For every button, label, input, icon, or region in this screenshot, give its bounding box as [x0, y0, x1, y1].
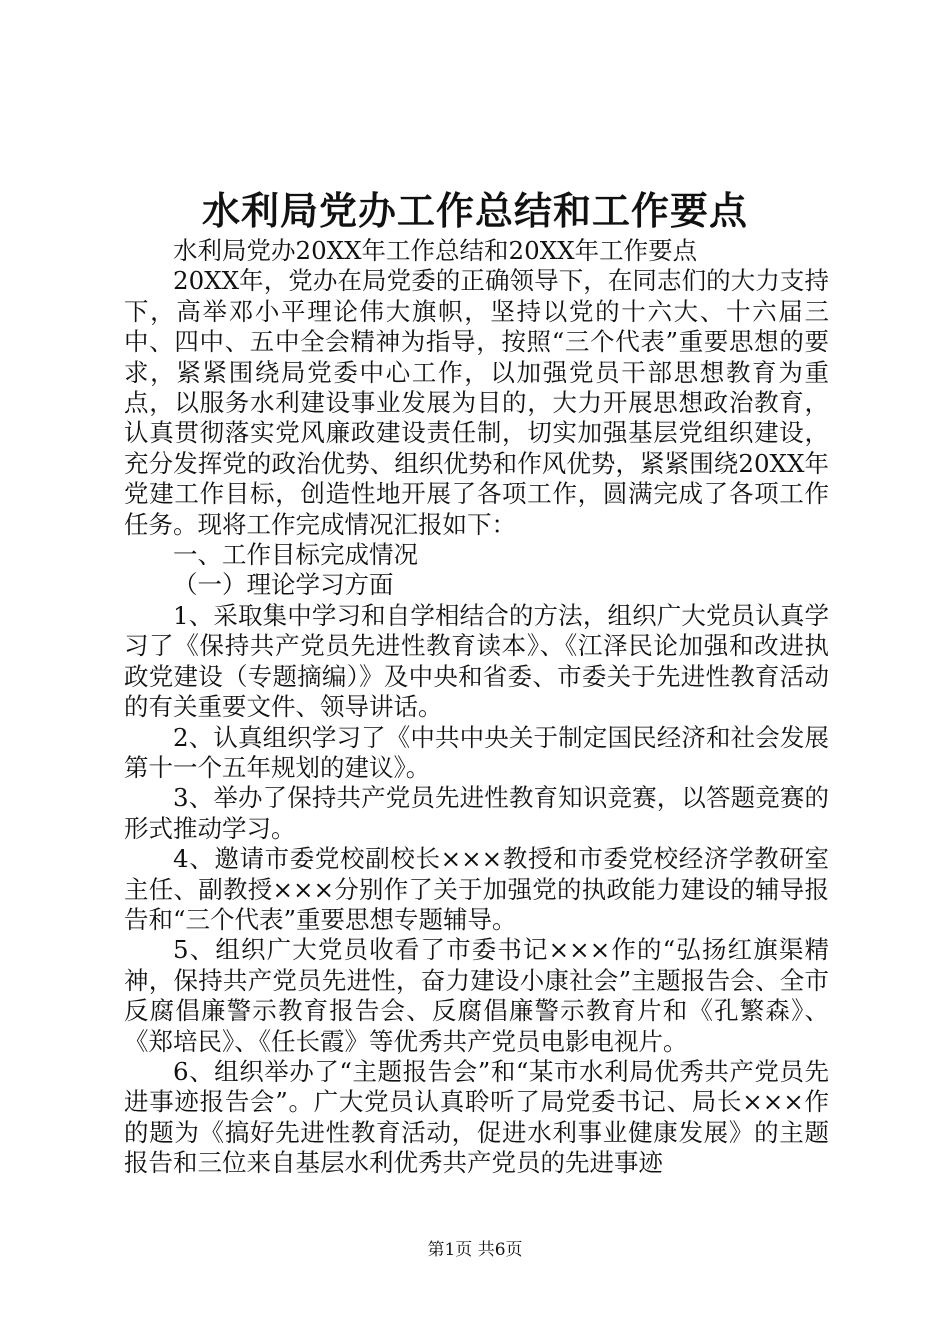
body-paragraph: 3、举办了保持共产党员先进性教育知识竞赛，以答题竞赛的形式推动学习。	[124, 783, 829, 843]
subtitle-paragraph: 水利局党办20XX年工作总结和20XX年工作要点	[173, 236, 698, 265]
subsection-heading: （一）理论学习方面	[173, 570, 394, 600]
page-footer: 第1页 共6页	[427, 1240, 523, 1260]
body-paragraph: 6、组织举办了“主题报告会”和“某市水利局优秀共产党员先进事迹报告会”。广大党员认真聆听了局党委书记、局长×××作的题为《搞好先进性教育活动，促进水利事业健康发展》的主题报告和三位来自基层水利优秀共产党员的先进事迹	[124, 1056, 829, 1178]
body-paragraph: 1、采取集中学习和自学相结合的方法，组织广大党员认真学习了《保持共产党员先进性教育读本》、《江泽民论加强和改进执政党建设（专题摘编）》及中央和省委、市委关于先进性教育活动的有关重要文件、领导讲话。	[124, 600, 829, 722]
body-paragraph: 2、认真组织学习了《中共中央关于制定国民经济和社会发展第十一个五年规划的建议》。	[124, 722, 829, 782]
body-paragraph: 20XX年，党办在局党委的正确领导下，在同志们的大力支持下，高举邓小平理论伟大旗帜，坚持以党的十六大、十六届三中、四中、五中全会精神为指导，按照“三个代表”重要思想的要求，紧紧围绕局党委中心工作，以加强党员干部思想教育为重点，以服务水利建设事业发展为目的，大力开展思想政治教育，认真贯彻落实党风廉政建设责任制，切实加强基层党组织建设，充分发挥党的政治优势、组织优势和作风优势，紧紧围绕20XX年党建工作目标，创造性地开展了各项工作，圆满完成了各项工作任务。现将工作完成情况汇报如下：	[124, 266, 829, 539]
document-body	[124, 236, 829, 1179]
body-paragraph: 5、组织广大党员收看了市委书记×××作的“弘扬红旗渠精神，保持共产党员先进性，奋力建设小康社会”主题报告会、全市反腐倡廉警示教育报告会、反腐倡廉警示教育片和《孔繁森》、《郑培民》、《任长霞》等优秀共产党员电影电视片。	[124, 935, 829, 1056]
body-paragraph: 4、邀请市委党校副校长×××教授和市委党校经济学教研室主任、副教授×××分别作了关于加强党的执政能力建设的辅导报告和“三个代表”重要思想专题辅导。	[124, 844, 829, 934]
section-heading: 一、工作目标完成情况	[173, 540, 418, 570]
document-title: 水利局党办工作总结和工作要点	[201, 188, 748, 233]
